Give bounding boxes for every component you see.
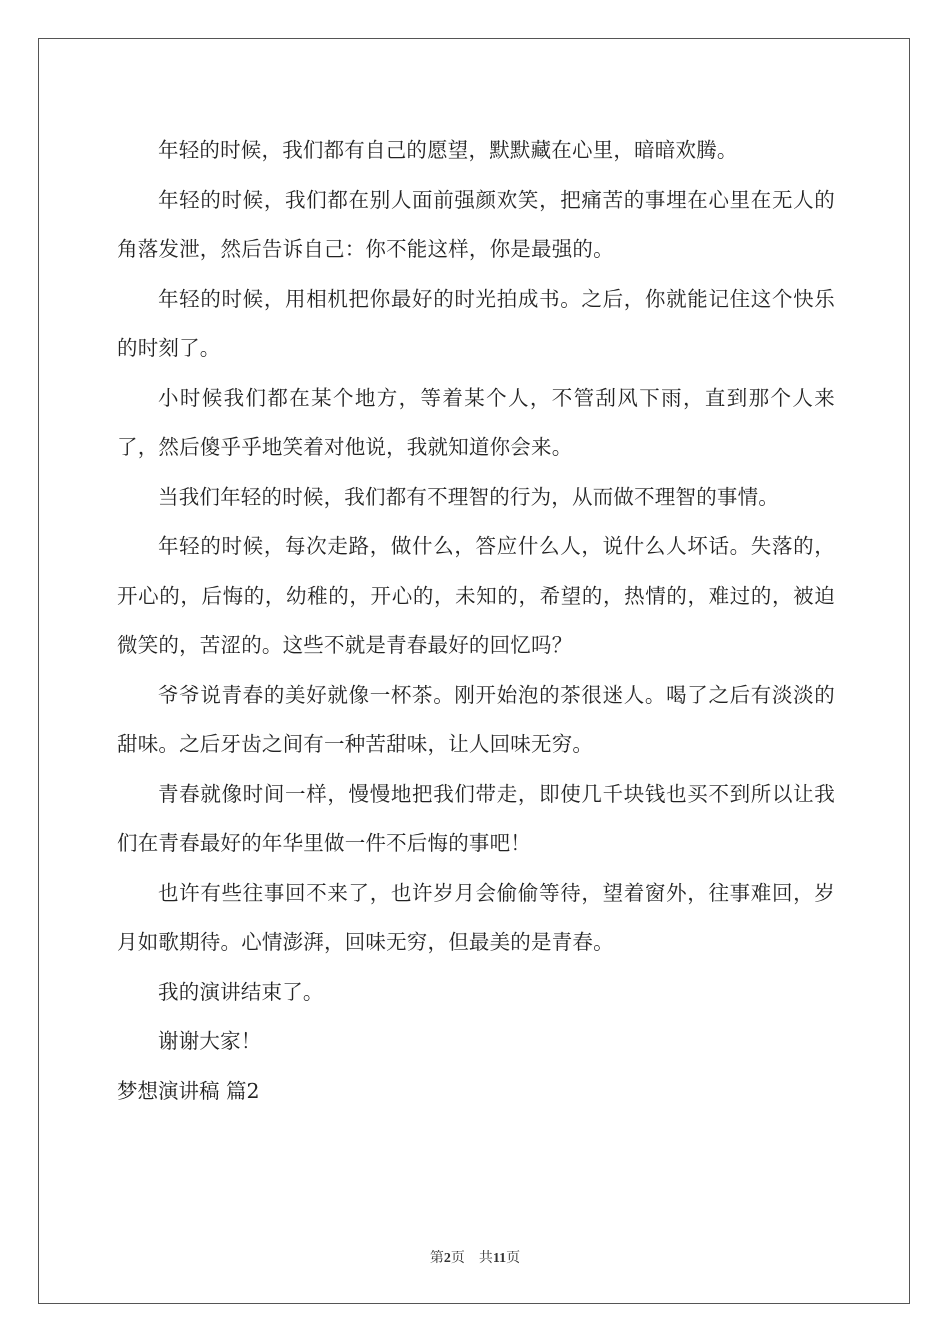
paragraph-1: 年轻的时候，我们都有自己的愿望，默默藏在心里，暗暗欢腾。 <box>158 138 738 162</box>
document-body <box>117 126 835 1116</box>
paragraph-5: 当我们年轻的时候，我们都有不理智的行为，从而做不理智的事情。 <box>158 484 779 509</box>
paragraph-9: 也许有些往事回不来了，也许岁月会偷偷等待，望着窗外，往事难回，岁月如歌期待。心情澎湃，回味无穷，但最美的是青春。 <box>117 880 835 954</box>
total-pages: 11 <box>492 1251 507 1266</box>
paragraph-7: 爷爷说青春的美好就像一杯茶。刚开始泡的茶很迷人。喝了之后有淡淡的甜味。之后牙齿之间有一种苦甜味，让人回味无穷。 <box>117 682 835 756</box>
paragraph-6: 年轻的时候，每次走路，做什么，答应什么人，说什么人坏话。失落的，开心的，后悔的，幼稚的，开心的，未知的，希望的，热情的，难过的，被迫微笑的，苦涩的。这些不就是青春最好的回忆吗？ <box>117 534 835 657</box>
page-prefix: 第 <box>429 1251 444 1266</box>
page-number: 2 <box>443 1251 451 1266</box>
total-suffix: 页 <box>506 1251 521 1266</box>
section-heading: 梦想演讲稿 篇2 <box>117 1078 260 1103</box>
paragraph-3: 年轻的时候，用相机把你最好的时光拍成书。之后，你就能记住这个快乐的时刻了。 <box>117 286 835 360</box>
page-suffix: 页 <box>450 1251 465 1266</box>
paragraph-8: 青春就像时间一样，慢慢地把我们带走，即使几千块钱也买不到所以让我们在青春最好的年华里做一件不后悔的事吧！ <box>117 781 835 855</box>
total-prefix: 共 <box>478 1251 493 1266</box>
paragraph-4: 小时候我们都在某个地方，等着某个人，不管刮风下雨，直到那个人来了，然后傻乎乎地笑着对他说，我就知道你会来。 <box>117 385 835 459</box>
paragraph-11: 谢谢大家！ <box>158 1029 262 1053</box>
paragraph-2: 年轻的时候，我们都在别人面前强颜欢笑，把痛苦的事埋在心里在无人的角落发泄，然后告诉自己：你不能这样，你是最强的。 <box>117 187 835 261</box>
page-footer <box>0 1247 950 1267</box>
paragraph-10: 我的演讲结束了。 <box>158 979 324 1004</box>
